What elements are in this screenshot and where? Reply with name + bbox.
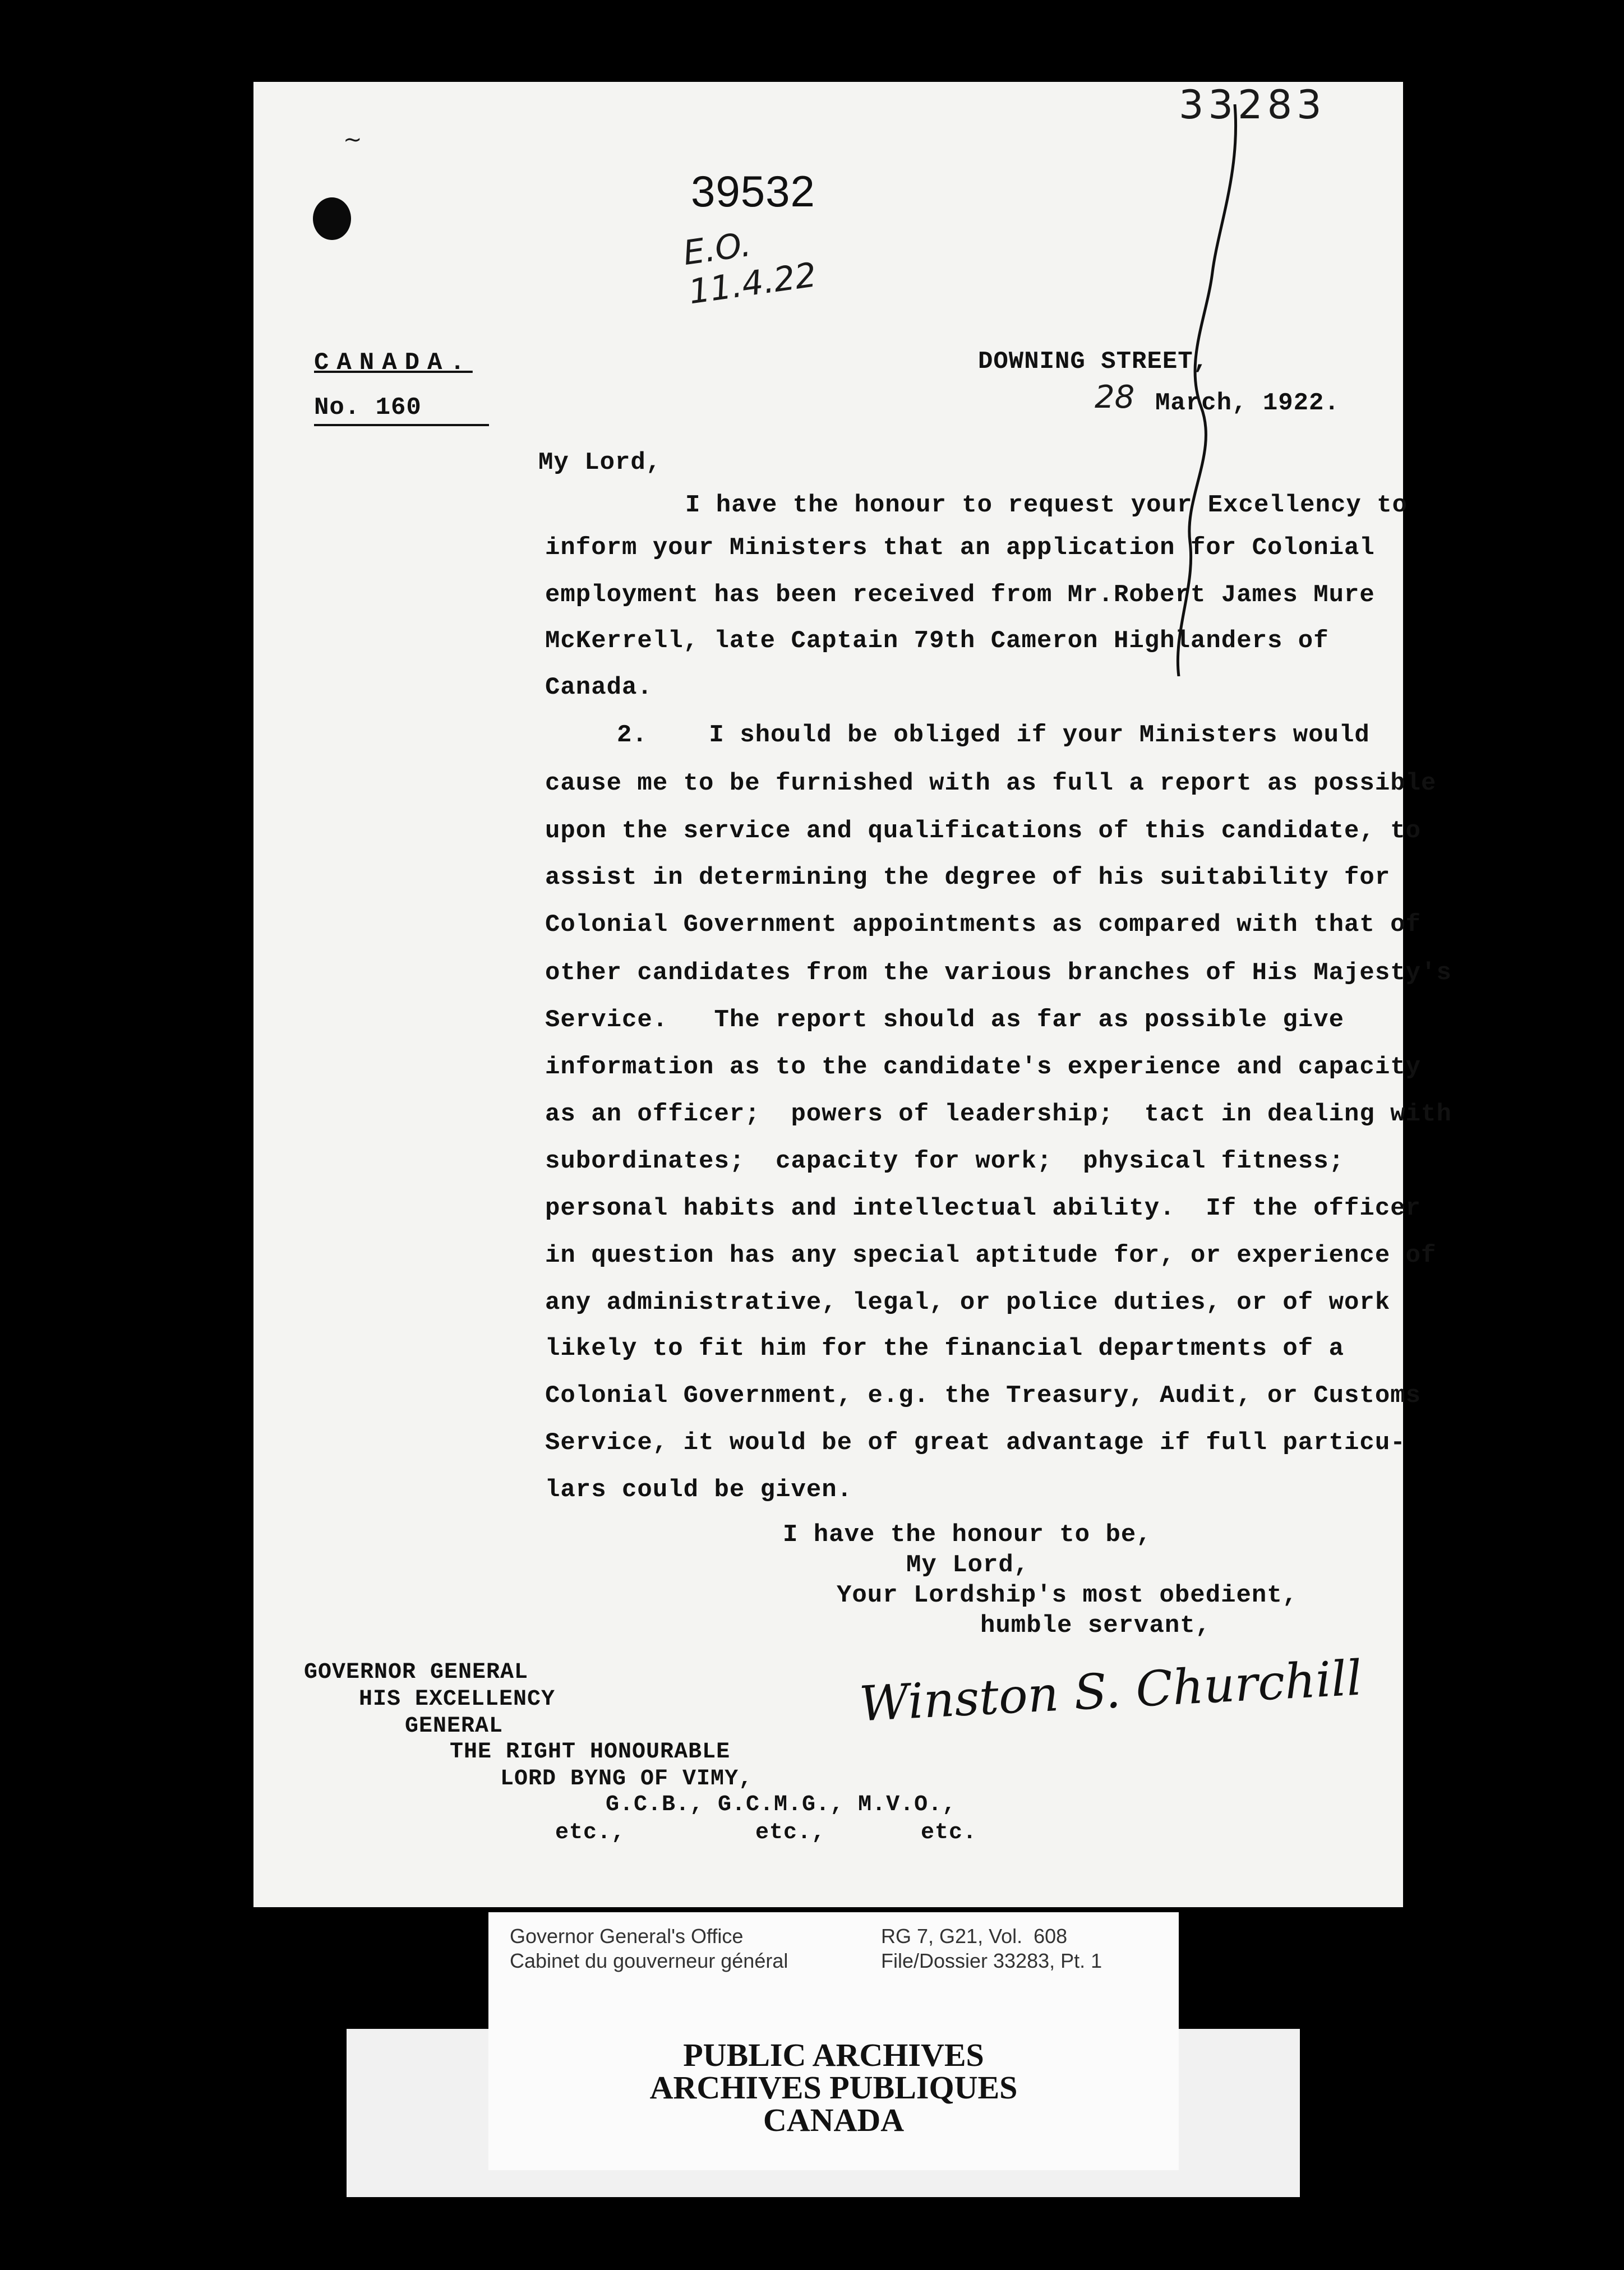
heading-rule — [314, 424, 489, 426]
dispatch-number: No. 160 — [314, 394, 422, 422]
body-line: lars could be given. — [545, 1476, 853, 1504]
body-line: subordinates; capacity for work; physical fitness; — [545, 1147, 1345, 1175]
date-day: 28 — [1095, 379, 1135, 416]
address: DOWNING STREET, — [978, 348, 1209, 376]
addressee-line: LORD BYNG OF VIMY, — [500, 1766, 753, 1792]
body-line: other candidates from the various branches of His Majesty's — [545, 959, 1452, 987]
addressee-line: GOVERNOR GENERAL — [304, 1660, 529, 1685]
body-line: cause me to be furnished with as full a report as possible — [545, 769, 1437, 797]
closing-line: Your Lordship's most obedient, — [837, 1581, 1298, 1609]
closing-line: humble servant, — [980, 1612, 1211, 1640]
body-line: personal habits and intellectual ability. If the officer — [545, 1194, 1422, 1222]
closing-line: My Lord, — [906, 1551, 1030, 1579]
label-office-fr: Cabinet du gouverneur général — [510, 1949, 788, 1972]
addressee-line: etc., — [555, 1820, 626, 1845]
addressee-line: GENERAL — [405, 1714, 504, 1739]
archive-line: ARCHIVES PUBLIQUES — [649, 2069, 1018, 2106]
body-line: Colonial Government appointments as compared with that of — [545, 911, 1422, 939]
addressee-line: etc., — [755, 1820, 826, 1845]
archive-line: CANADA — [763, 2102, 905, 2138]
body-line: 2. I should be obliged if your Ministers would — [617, 721, 1370, 749]
label-file: File/Dossier 33283, Pt. 1 — [881, 1949, 1102, 1972]
body-line: I have the honour to request your Excellency to — [685, 491, 1408, 519]
body-line: Service, it would be of great advantage if full particu- — [545, 1429, 1406, 1457]
date-rest: March, 1922. — [1155, 389, 1340, 417]
body-line: Service. The report should as far as possible give — [545, 1006, 1345, 1034]
body-line: assist in determining the degree of his suitability for — [545, 864, 1391, 892]
label-reference: RG 7, G21, Vol. 608 — [881, 1925, 1068, 1948]
body-line: upon the service and qualifications of this candidate, to — [545, 817, 1422, 845]
body-line: as an officer; powers of leadership; tact in dealing with — [545, 1100, 1452, 1128]
country-heading: CANADA. — [314, 349, 473, 377]
closing-line: I have the honour to be, — [783, 1521, 1152, 1549]
body-line: Canada. — [545, 673, 653, 702]
body-line: employment has been received from Mr.Robert James Mure — [545, 581, 1375, 609]
stamp-number: 33283 — [1179, 82, 1326, 128]
addressee-line: THE RIGHT HONOURABLE — [450, 1740, 731, 1765]
signature: Winston S. Churchill — [857, 1650, 1364, 1733]
archive-line: PUBLIC ARCHIVES — [683, 2037, 984, 2073]
body-line: likely to fit him for the financial departments of a — [545, 1335, 1345, 1363]
body-line: McKerrell, late Captain 79th Cameron Highlanders of — [545, 627, 1329, 655]
body-line: in question has any special aptitude for, or experience of — [545, 1242, 1437, 1270]
label-office-en: Governor General's Office — [510, 1925, 744, 1948]
addressee-line: G.C.B., G.C.M.G., M.V.O., — [606, 1792, 957, 1817]
letter-page — [253, 82, 1452, 1907]
body-line: Colonial Government, e.g. the Treasury, Audit, or Customs — [545, 1382, 1422, 1410]
small-mark: ~ — [343, 127, 362, 153]
file-number: 39532 — [691, 167, 815, 216]
handwritten-note: E.O. 11.4.22 — [681, 224, 819, 312]
addressee-line: HIS EXCELLENCY — [359, 1687, 556, 1712]
body-line: inform your Ministers that an application for Colonial — [545, 534, 1375, 562]
archive-label — [488, 1912, 1179, 2170]
body-line: information as to the candidate's experience and capacity — [545, 1053, 1422, 1081]
ink-blot — [313, 197, 351, 240]
salutation: My Lord, — [538, 449, 662, 477]
body-line: any administrative, legal, or police duties, or of work — [545, 1289, 1391, 1317]
addressee-line: etc. — [921, 1820, 977, 1845]
